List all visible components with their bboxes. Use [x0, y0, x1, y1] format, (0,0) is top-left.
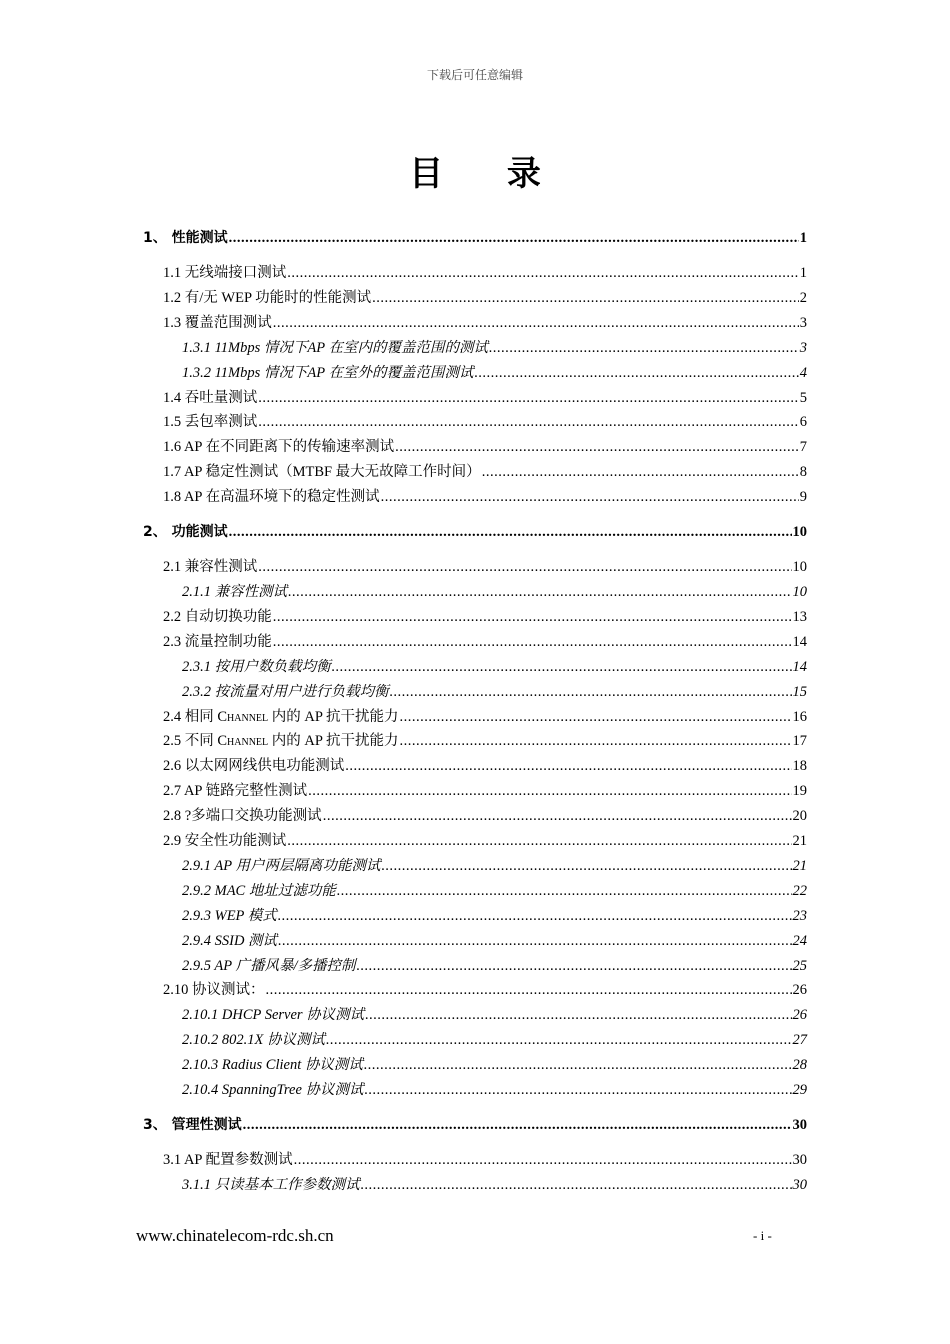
toc-entry-page: 22 — [792, 882, 807, 899]
toc-leader-dots — [400, 731, 792, 751]
toc-entry-page: 9 — [799, 489, 807, 506]
toc-entry[interactable] — [163, 288, 807, 308]
toc-leader-dots — [323, 806, 792, 826]
toc-entry-label: 3、 管理性测试 — [143, 1117, 242, 1133]
toc-leader-dots — [482, 462, 799, 482]
toc-entry-page: 5 — [799, 389, 807, 406]
toc-leader-dots — [258, 557, 791, 577]
toc-leader-dots — [356, 956, 791, 976]
toc-entry[interactable] — [182, 682, 807, 702]
header-note: 下载后可任意编辑 — [426, 68, 523, 82]
toc-entry-label: 2.1 兼容性测试 — [163, 559, 258, 576]
toc-entry-page: 26 — [792, 1007, 807, 1024]
toc-entry-page: 14 — [792, 633, 807, 650]
toc-entry-page: 28 — [792, 1057, 807, 1074]
toc-entry-page: 3 — [799, 314, 807, 331]
toc-entry[interactable] — [182, 657, 807, 677]
toc-entry[interactable] — [163, 731, 807, 751]
toc-entry-label: 2.10.3 Radius Client 协议测试 — [182, 1057, 363, 1074]
toc-entry-label: 2.3 流量控制功能 — [163, 633, 272, 650]
toc-entry-page: 2 — [799, 289, 807, 306]
toc-entry-page: 26 — [792, 982, 807, 999]
toc-entry-label: 2.8 ?多端口交换功能测试 — [163, 808, 322, 825]
toc-leader-dots — [345, 756, 791, 776]
toc-entry[interactable] — [163, 756, 807, 776]
toc-entry-page: 17 — [792, 733, 807, 750]
toc-leader-dots — [365, 1080, 792, 1100]
toc-entry-page: 6 — [799, 414, 807, 431]
toc-leader-dots — [489, 338, 799, 358]
toc-entry[interactable] — [182, 906, 807, 926]
toc-leader-dots — [395, 437, 799, 457]
toc-entry-label: 2.10 协议测试： — [163, 982, 265, 999]
toc-entry[interactable] — [163, 487, 807, 507]
toc-leader-dots — [390, 682, 792, 702]
toc-entry-label: 1、 性能测试 — [143, 230, 228, 246]
toc-leader-dots — [258, 412, 799, 432]
toc-entry[interactable] — [163, 462, 807, 482]
toc-entry-label: 2.9 安全性功能测试 — [163, 833, 287, 849]
toc-entry[interactable] — [182, 582, 807, 602]
toc-leader-dots — [381, 856, 791, 876]
toc-entry-label: 1.4 吞吐量测试 — [163, 389, 258, 406]
toc-entry-label: 2.9.1 AP 用户两层隔离功能测试 — [182, 857, 381, 874]
toc-entry-label: 1.5 丢包率测试 — [163, 414, 258, 431]
toc-leader-dots — [229, 522, 792, 542]
toc-entry[interactable] — [163, 806, 807, 826]
toc-leader-dots — [266, 980, 792, 1000]
toc-entry-label: 1.7 AP 稳定性测试（MTBF 最大无故障工作时间） — [163, 464, 481, 481]
toc-entry-label: 3.1.1 只读基本工作参数测试 — [182, 1176, 360, 1193]
toc-entry-page: 23 — [792, 907, 807, 924]
toc-entry[interactable] — [163, 437, 807, 457]
toc-leader-dots — [229, 228, 799, 248]
toc-leader-dots — [278, 931, 791, 951]
toc-leader-dots — [326, 1030, 792, 1050]
toc-entry[interactable] — [163, 607, 807, 627]
toc-entry-label: 2.6 以太网网线供电功能测试 — [163, 758, 345, 775]
toc-entry-page: 30 — [792, 1176, 807, 1193]
toc-entry-label: 1.8 AP 在高温环境下的稳定性测试 — [163, 489, 380, 506]
toc-entry-label: 1.1 无线端接口测试 — [163, 265, 287, 281]
toc-entry[interactable] — [163, 781, 807, 801]
toc-entry-page: 7 — [799, 439, 807, 456]
toc-leader-dots — [294, 1150, 792, 1170]
toc-entry-page: 8 — [799, 464, 807, 481]
toc-entry-label: 2.9.4 SSID 测试 — [182, 932, 278, 949]
toc-entry[interactable] — [143, 228, 807, 248]
toc-entry-page: 1 — [799, 265, 807, 281]
toc-entry[interactable] — [143, 522, 807, 542]
toc-entry-label: 1.3.1 11Mbps 情况下AP 在室内的覆盖范围的测试 — [182, 339, 488, 356]
toc-leader-dots — [365, 1005, 791, 1025]
toc-entry-label: 3.1 AP 配置参数测试 — [163, 1152, 293, 1168]
toc-entry[interactable] — [163, 1150, 807, 1170]
toc-leader-dots — [288, 582, 791, 602]
toc-leader-dots — [372, 288, 799, 308]
toc-entry-page: 1 — [799, 230, 807, 246]
toc-entry-label: 2.9.2 MAC 地址过滤功能 — [182, 882, 336, 899]
toc-entry-label: 2.10.1 DHCP Server 协议测试 — [182, 1007, 365, 1024]
toc-entry-page: 21 — [792, 857, 807, 874]
toc-entry-label: 2.4 相同 Channel 内的 AP 抗干扰能力 — [163, 708, 399, 725]
toc-entry-label: 2、 功能测试 — [143, 524, 228, 541]
toc-entry-page: 15 — [792, 683, 807, 700]
toc-entry-page: 14 — [792, 658, 807, 675]
toc-entry-label: 2.7 AP 链路完整性测试 — [163, 783, 308, 800]
toc-leader-dots — [332, 657, 792, 677]
toc-entry-page: 30 — [792, 1117, 807, 1133]
toc-entry[interactable] — [182, 881, 807, 901]
toc-entry[interactable] — [163, 632, 807, 652]
toc-entry-page: 19 — [792, 783, 807, 800]
toc-entry[interactable] — [182, 1030, 807, 1050]
toc-leader-dots — [273, 313, 799, 333]
toc-entry-page: 10 — [792, 584, 807, 600]
toc-entry-page: 20 — [792, 808, 807, 825]
toc-entry-page: 3 — [799, 339, 807, 356]
toc-leader-dots — [258, 388, 799, 408]
toc-leader-dots — [243, 1115, 792, 1135]
toc-entry[interactable] — [163, 831, 807, 851]
toc-entry[interactable] — [163, 707, 807, 727]
toc-leader-dots — [278, 906, 792, 926]
toc-entry-page: 25 — [792, 957, 807, 974]
toc-entry-page: 21 — [792, 833, 807, 849]
toc-entry[interactable] — [182, 1175, 807, 1195]
toc-entry[interactable] — [182, 956, 807, 976]
toc-entry[interactable] — [163, 412, 807, 432]
toc-entry-label: 2.10.2 802.1X 协议测试 — [182, 1032, 325, 1049]
toc-leader-dots — [287, 831, 791, 851]
toc-leader-dots — [400, 707, 792, 727]
toc-entry[interactable] — [182, 931, 807, 951]
toc-entry-page: 24 — [792, 932, 807, 949]
toc-entry-label: 2.3.1 按用户数负载均衡 — [182, 658, 331, 675]
toc-entry-page: 10 — [792, 559, 807, 576]
toc-entry[interactable] — [182, 1080, 807, 1100]
toc-entry[interactable] — [163, 313, 807, 333]
toc-entry-label: 2.2 自动切换功能 — [163, 608, 272, 625]
page-title: 目 录 — [409, 154, 567, 194]
toc-leader-dots — [273, 632, 792, 652]
toc-entry-label: 2.9.5 AP 广播风暴/多播控制 — [182, 957, 356, 974]
toc-entry[interactable] — [163, 388, 807, 408]
toc-leader-dots — [381, 487, 799, 507]
toc-entry-page: 30 — [792, 1152, 807, 1168]
toc-entry-page: 13 — [792, 608, 807, 625]
toc-entry-page: 4 — [799, 364, 807, 381]
toc-entry-label: 2.5 不同 Channel 内的 AP 抗干扰能力 — [163, 733, 399, 750]
toc-entry-page: 29 — [792, 1082, 807, 1098]
toc-entry[interactable] — [182, 338, 807, 358]
toc-leader-dots — [474, 363, 798, 383]
toc-entry-page: 10 — [792, 524, 807, 541]
toc-entry-label: 2.1.1 兼容性测试 — [182, 584, 288, 600]
toc-entry[interactable] — [143, 1115, 807, 1135]
toc-leader-dots — [337, 881, 792, 901]
toc-leader-dots — [308, 781, 791, 801]
toc-entry-label: 1.2 有/无 WEP 功能时的性能测试 — [163, 289, 372, 306]
toc-entry-label: 2.3.2 按流量对用户进行负载均衡 — [182, 683, 389, 700]
toc-entry[interactable] — [163, 980, 807, 1000]
footer-url: www.chinatelecom-rdc.sh.cn — [136, 1226, 334, 1245]
toc-entry-page: 27 — [792, 1032, 807, 1049]
toc-leader-dots — [364, 1055, 792, 1075]
toc-entry[interactable] — [182, 1005, 807, 1025]
toc-leader-dots — [273, 607, 792, 627]
toc-entry-page: 18 — [792, 758, 807, 775]
toc-entry[interactable] — [182, 363, 807, 383]
toc-entry[interactable] — [182, 1055, 807, 1075]
toc-entry[interactable] — [163, 263, 807, 283]
footer-page-number: - i - — [753, 1228, 772, 1243]
toc-entry[interactable] — [163, 557, 807, 577]
toc-entry-page: 16 — [792, 708, 807, 725]
toc-entry-label: 1.6 AP 在不同距离下的传输速率测试 — [163, 439, 395, 456]
toc-entry[interactable] — [182, 856, 807, 876]
toc-entry-label: 2.10.4 SpanningTree 协议测试 — [182, 1082, 364, 1098]
toc-entry-label: 2.9.3 WEP 模式 — [182, 907, 277, 924]
toc-entry-label: 1.3.2 11Mbps 情况下AP 在室外的覆盖范围测试 — [182, 364, 474, 381]
toc-leader-dots — [287, 263, 799, 283]
toc-entry-label: 1.3 覆盖范围测试 — [163, 314, 272, 331]
toc-leader-dots — [361, 1175, 792, 1195]
